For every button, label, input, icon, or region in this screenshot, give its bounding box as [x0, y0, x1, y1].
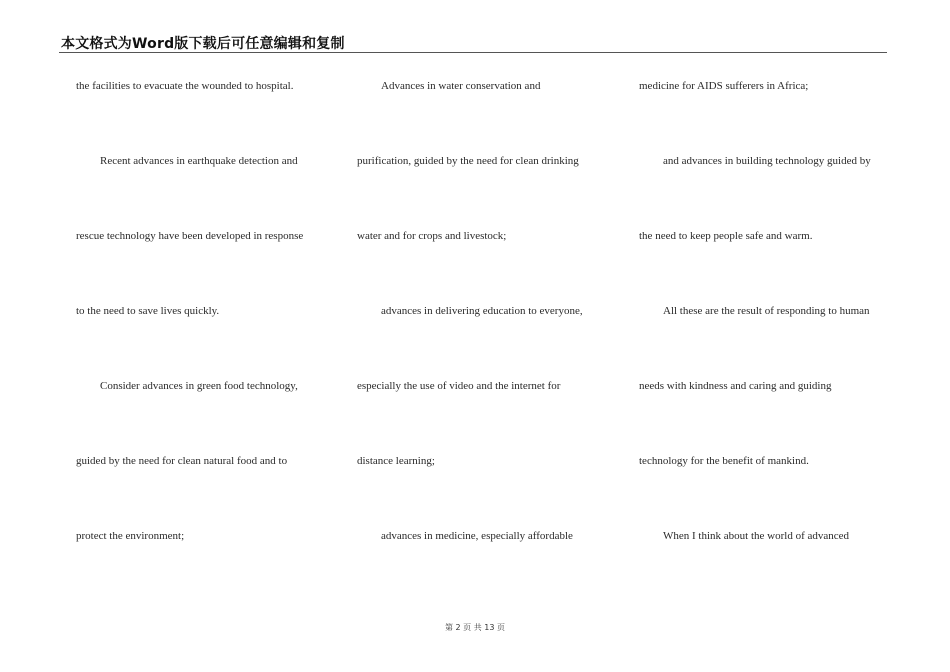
- page-number-footer: 第 2 页 共 13 页: [445, 623, 505, 632]
- text-line: the facilities to evacuate the wounded to hospital.: [76, 80, 294, 92]
- header-divider: [59, 52, 887, 53]
- text-line: the need to keep people safe and warm.: [639, 230, 813, 242]
- text-line: technology for the benefit of mankind.: [639, 455, 809, 467]
- text-line: to the need to save lives quickly.: [76, 305, 220, 317]
- text-line: advances in delivering education to everyone,: [381, 305, 583, 317]
- text-line: especially the use of video and the internet for: [357, 380, 561, 392]
- text-line: All these are the result of responding to human: [663, 305, 870, 317]
- text-line: When I think about the world of advanced: [663, 530, 850, 542]
- text-line: Recent advances in earthquake detection and: [100, 155, 298, 167]
- text-line: guided by the need for clean natural food and to: [76, 455, 288, 467]
- text-line: needs with kindness and caring and guiding: [639, 380, 832, 392]
- text-line: medicine for AIDS sufferers in Africa;: [639, 80, 809, 92]
- text-line: Consider advances in green food technology,: [100, 380, 298, 392]
- text-line: distance learning;: [357, 455, 435, 467]
- text-line: rescue technology have been developed in response: [76, 230, 304, 242]
- text-line: protect the environment;: [76, 530, 185, 542]
- text-line: purification, guided by the need for clean drinking: [357, 155, 579, 167]
- page-header-title: 本文格式为Word版下载后可任意编辑和复制: [61, 36, 345, 52]
- text-line: and advances in building technology guided by: [663, 155, 871, 167]
- text-line: advances in medicine, especially affordable: [381, 530, 573, 542]
- text-line: water and for crops and livestock;: [357, 230, 507, 242]
- text-line: Advances in water conservation and: [381, 80, 541, 92]
